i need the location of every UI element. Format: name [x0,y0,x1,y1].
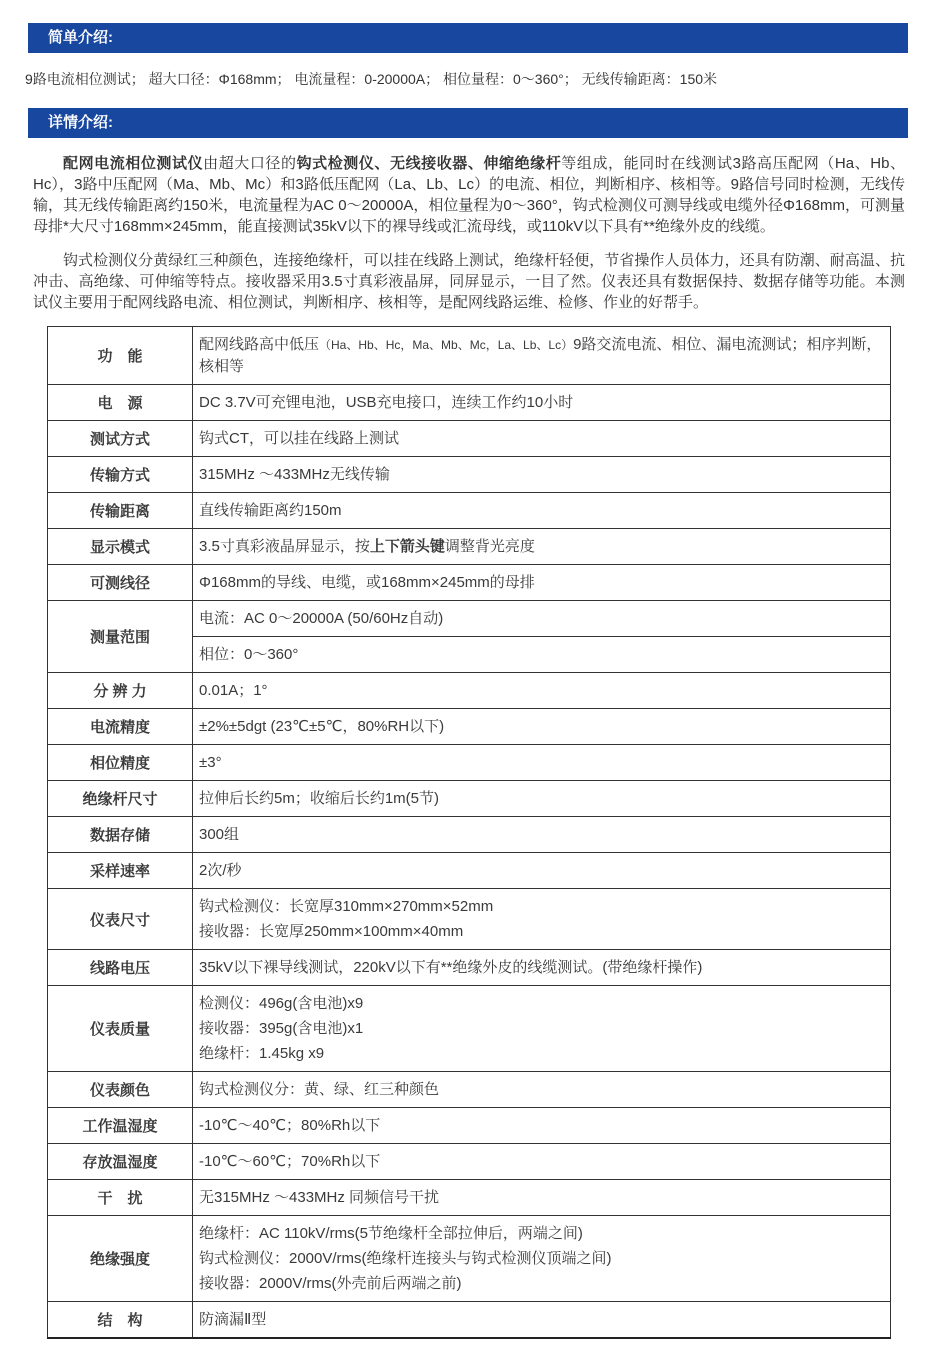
intro-paragraph [33,250,905,313]
spec-row-label: 线路电压 [48,950,193,986]
spec-row-value [193,817,891,853]
spec-value-line [199,1187,884,1208]
text-segment: 9路交流电流、相位、漏电流测试；相序判断，核相等 [199,336,882,375]
spec-row [48,709,891,745]
text-segment: 防滴漏Ⅱ型 [199,1311,267,1328]
spec-row-label: 功 能 [48,327,193,385]
spec-row [48,457,891,493]
spec-value-line [199,1151,884,1172]
spec-row-value [193,529,891,565]
spec-row-label: 电流精度 [48,709,193,745]
spec-row-value [193,1180,891,1216]
spec-value-line [199,716,884,737]
text-segment: 0.01A；1° [199,682,268,699]
brief-summary-line: 9路电流相位测试； 超大口径：Φ168mm； 电流量程：0-20000A； 相位量程：0～360°； 无线传输距离：150米 [25,71,718,87]
text-segment: 35kV以下裸导线测试，220kV以下有**绝缘外皮的线缆测试。(带绝缘杆操作) [199,959,703,976]
text-segment: 由超大口径的 [203,155,297,172]
text-segment: 检测仪：496g(含电池)x9 [199,995,364,1012]
spec-row [48,986,891,1072]
spec-row-value [193,385,891,421]
spec-value-line [199,957,884,978]
spec-row [48,853,891,889]
text-segment: 2次/秒 [199,862,242,879]
spec-row-value [193,493,891,529]
text-segment: -10℃～40℃；80%Rh以下 [199,1117,381,1134]
spec-row-value [193,601,891,637]
text-segment: 上下箭头键 [369,538,445,555]
spec-row-value [193,1108,891,1144]
brief-section-bar [28,23,908,53]
spec-row-label: 干 扰 [48,1180,193,1216]
detail-section-bar [28,108,908,138]
spec-value-line [199,1309,884,1330]
text-segment: 直线传输距离约150m [199,502,342,519]
spec-value-line [199,1223,884,1244]
spec-value-line [199,500,884,521]
spec-value-line [199,428,884,449]
spec-row-value [193,745,891,781]
spec-value-line [199,1018,884,1039]
spec-row [48,421,891,457]
text-segment: 拉伸后长约5m；收缩后长约1m(5节) [199,790,440,807]
spec-row-label: 工作温湿度 [48,1108,193,1144]
spec-row-label: 采样速率 [48,853,193,889]
spec-row-label: 仪表质量 [48,986,193,1072]
intro-paragraph [33,153,905,237]
spec-row-label: 仪表颜色 [48,1072,193,1108]
text-segment: 等组成，能同时在线测试3路高压配网（Ha、Hb、Hc），3路中压配网（Ma、Mb、Mc）和3路低压配网（La、Lb、Lc）的电流、相位，判断相序、核相等。9路信号同时检测，无线传输，其无线传输距离约150米，电流量程为AC 0～20000A，相位量程为0～360°，钩式检测仪可测导线或电缆外径Φ168mm，可测量母排*大尺寸168mm×245mm，能直接测试35kV以下的裸导线或汇流母线，或110kV以下具有**绝缘外皮的线缆。 [33,155,905,235]
text-segment: 相位：0～360° [199,646,299,663]
spec-row [48,1072,891,1108]
spec-value-line [199,993,884,1014]
spec-row-value [193,889,891,950]
spec-row [48,950,891,986]
spec-row-value [193,1072,891,1108]
spec-row-label: 传输距离 [48,493,193,529]
spec-row-label: 存放温湿度 [48,1144,193,1180]
spec-row-label: 传输方式 [48,457,193,493]
spec-row-value [193,853,891,889]
spec-row-label: 结 构 [48,1302,193,1339]
spec-value-line [199,752,884,773]
spec-row-label: 分 辨 力 [48,673,193,709]
page-content [0,23,936,1363]
spec-row [48,493,891,529]
spec-row-label: 可测线径 [48,565,193,601]
spec-row-value [193,1216,891,1302]
spec-row-value [193,781,891,817]
spec-value-line [199,464,884,485]
text-segment: 接收器：2000V/rms(外壳前后两端之前) [199,1275,462,1292]
text-segment: 配网电流相位测试仪 [63,155,204,172]
spec-value-line [199,392,884,413]
detail-section-title: 详情介绍: [48,114,113,131]
text-segment: ±3° [199,754,222,771]
text-segment: 接收器：长宽厚250mm×100mm×40mm [199,923,464,940]
spec-value-line [199,536,884,557]
spec-row [48,601,891,637]
spec-row-value [193,1144,891,1180]
spec-row-label: 仪表尺寸 [48,889,193,950]
brief-section-title: 简单介绍: [48,29,113,46]
spec-value-line [199,1115,884,1136]
text-segment: ±2%±5dgt (23℃±5℃，80%RH以下) [199,718,445,735]
spec-row [48,1216,891,1302]
text-segment: 钩式检测仪、无线接收器、伸缩绝缘杆 [296,155,562,172]
spec-table-body [48,327,891,1339]
text-segment: 绝缘杆：1.45kg x9 [199,1045,325,1062]
text-segment: 配网线路高中低压 [199,336,320,353]
text-segment: Φ168mm的导线、电缆，或168mm×245mm的母排 [199,574,535,591]
text-segment: 300组 [199,826,240,843]
spec-row-value [193,709,891,745]
text-segment: 钩式CT，可以挂在线路上测试 [199,430,399,447]
spec-row [48,745,891,781]
spec-row-label: 显示模式 [48,529,193,565]
spec-row-value [193,421,891,457]
spec-row-label: 绝缘杆尺寸 [48,781,193,817]
spec-row-value [193,327,891,385]
spec-value-line [199,572,884,593]
spec-value-line [199,1043,884,1064]
spec-value-line [199,824,884,845]
spec-row [48,1180,891,1216]
spec-row [48,889,891,950]
spec-value-line [199,788,884,809]
spec-row [48,385,891,421]
spec-value-line [199,1079,884,1100]
spec-row-label: 数据存储 [48,817,193,853]
text-segment: 315MHz ～433MHz无线传输 [199,466,390,483]
spec-row [48,1302,891,1339]
text-segment: -10℃～60℃；70%Rh以下 [199,1153,381,1170]
text-segment: 调整背光亮度 [444,538,535,555]
spec-row-value [193,637,891,673]
spec-row-value [193,457,891,493]
spec-row-label: 电 源 [48,385,193,421]
spec-row [48,327,891,385]
spec-row-value [193,673,891,709]
spec-row [48,781,891,817]
spec-row-value [193,986,891,1072]
spec-row-label: 测试方式 [48,421,193,457]
spec-row [48,1108,891,1144]
spec-row-label: 相位精度 [48,745,193,781]
spec-row-value [193,565,891,601]
spec-row [48,529,891,565]
spec-value-line [199,921,884,942]
spec-row-value [193,950,891,986]
text-segment: 无315MHz ～433MHz 同频信号干扰 [199,1189,440,1206]
spec-row-value [193,1302,891,1339]
spec-value-line [199,860,884,881]
spec-value-line [199,896,884,917]
text-segment: （Ha、Hb、Hc，Ma、Mb、Mc，La、Lb、Lc） [319,338,574,352]
intro-paragraphs [33,153,905,313]
text-segment: 钩式检测仪：2000V/rms(绝缘杆连接头与钩式检测仪顶端之间) [199,1250,612,1267]
spec-row-label: 测量范围 [48,601,193,673]
spec-table [47,326,891,1339]
text-segment: 电流：AC 0～20000A (50/60Hz自动) [199,610,444,627]
spec-row [48,817,891,853]
spec-value-line [199,644,884,665]
spec-value-line [199,1248,884,1269]
spec-value-line [199,334,884,377]
spec-row [48,1144,891,1180]
text-segment: 绝缘杆：AC 110kV/rms(5节绝缘杆全部拉伸后，两端之间) [199,1225,583,1242]
text-segment: DC 3.7V可充锂电池，USB充电接口，连续工作约10小时 [199,394,574,411]
spec-row [48,673,891,709]
text-segment: 钩式检测仪分：黄、绿、红三种颜色 [199,1081,440,1098]
text-segment: 3.5寸真彩液晶屏显示，按 [199,538,370,555]
spec-value-line [199,1273,884,1294]
spec-value-line [199,608,884,629]
spec-value-line [199,680,884,701]
text-segment: 钩式检测仪：长宽厚310mm×270mm×52mm [199,898,494,915]
text-segment: 钩式检测仪分黄绿红三种颜色，连接绝缘杆，可以挂在线路上测试，绝缘杆轻便，节省操作人员体力，还具有防潮、耐高温、抗冲击、高绝缘、可伸缩等特点。接收器采用3.5寸真彩液晶屏，同屏显示，一目了然。仪表还具有数据保持、数据存储等功能。本测试仪主要用于配网线路电流、相位测试，判断相序、核相等，是配网线路运维、检修、作业的好帮手。 [33,252,905,311]
text-segment: 接收器：395g(含电池)x1 [199,1020,364,1037]
spec-row-label: 绝缘强度 [48,1216,193,1302]
spec-row [48,565,891,601]
